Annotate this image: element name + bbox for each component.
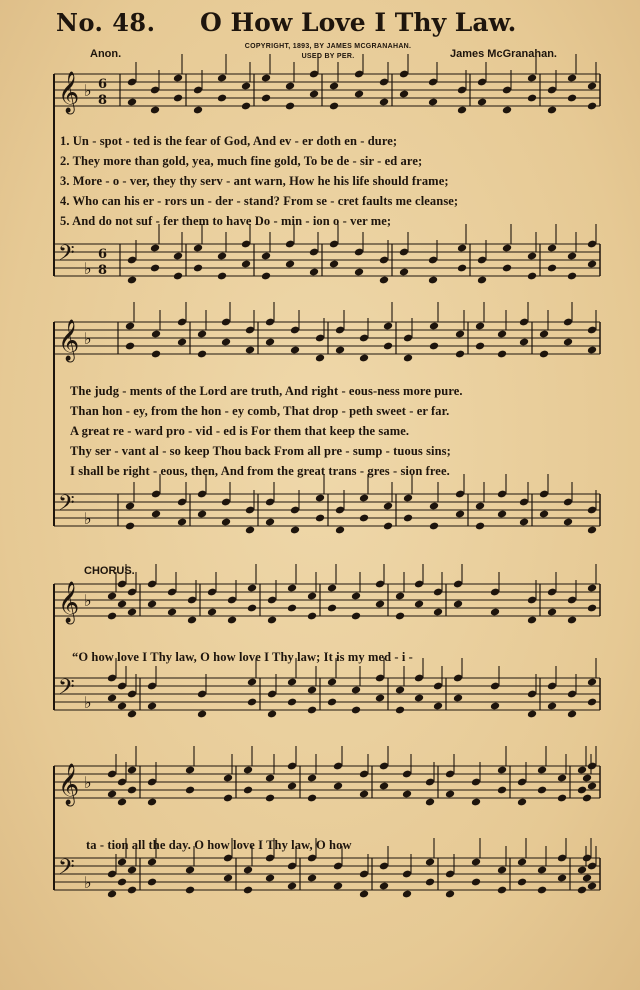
note-head bbox=[217, 94, 227, 103]
note-head bbox=[107, 694, 117, 703]
note-head bbox=[173, 94, 183, 103]
hymn-title: O How Love I Thy Law. bbox=[200, 8, 517, 37]
note-head bbox=[117, 702, 127, 711]
treble-clef: 𝄞 bbox=[58, 582, 80, 623]
note-head bbox=[147, 798, 157, 807]
note-head bbox=[197, 330, 207, 339]
time-signature-bottom: 8 bbox=[98, 93, 108, 108]
note-head bbox=[287, 782, 297, 791]
note-head bbox=[267, 710, 277, 719]
note-head bbox=[547, 608, 557, 617]
verse-3-line-a: 3. More - o - ver, they thy serv - ant warn, How he his life should frame; bbox=[60, 174, 449, 188]
note-head bbox=[241, 260, 251, 269]
note-head bbox=[217, 272, 227, 281]
note-head bbox=[517, 878, 527, 887]
note-head bbox=[307, 686, 317, 695]
note-head bbox=[265, 794, 275, 803]
key-signature-flat: ♭ bbox=[84, 591, 92, 610]
note-head bbox=[445, 790, 455, 799]
note-head bbox=[395, 592, 405, 601]
note-head bbox=[577, 866, 587, 875]
note-head bbox=[327, 584, 337, 593]
note-head bbox=[127, 98, 137, 107]
note-head bbox=[395, 706, 405, 715]
key-signature-flat: ♭ bbox=[84, 693, 92, 712]
note-head bbox=[403, 354, 413, 363]
note-head bbox=[245, 526, 255, 535]
note-head bbox=[539, 510, 549, 519]
note-head bbox=[383, 522, 393, 531]
note-head bbox=[557, 874, 567, 883]
note-head bbox=[490, 608, 500, 617]
note-head bbox=[497, 766, 507, 775]
note-head bbox=[265, 338, 275, 347]
note-head bbox=[307, 592, 317, 601]
bass-clef: 𝄢 bbox=[58, 241, 75, 271]
note-head bbox=[457, 264, 467, 273]
note-head bbox=[475, 342, 485, 351]
note-head bbox=[359, 890, 369, 899]
note-head bbox=[497, 510, 507, 519]
note-head bbox=[587, 526, 597, 535]
note-head bbox=[309, 90, 319, 99]
note-head bbox=[177, 338, 187, 347]
note-head bbox=[125, 322, 135, 331]
note-head bbox=[567, 616, 577, 625]
note-head bbox=[223, 874, 233, 883]
note-head bbox=[519, 338, 529, 347]
note-head bbox=[457, 244, 467, 253]
note-head bbox=[173, 74, 183, 83]
note-head bbox=[587, 678, 597, 687]
note-head bbox=[577, 786, 587, 795]
note-head bbox=[582, 794, 592, 803]
note-head bbox=[433, 608, 443, 617]
note-head bbox=[127, 608, 137, 617]
note-head bbox=[453, 600, 463, 609]
note-head bbox=[399, 90, 409, 99]
note-head bbox=[425, 858, 435, 867]
note-head bbox=[379, 98, 389, 107]
note-head bbox=[429, 522, 439, 531]
verse-5-line-a: 5. And do not suf - fer them to have Do - min - ion o - ver me; bbox=[60, 214, 392, 228]
note-head bbox=[193, 244, 203, 253]
treble-clef: 𝄞 bbox=[58, 764, 80, 805]
note-head bbox=[414, 600, 424, 609]
note-head bbox=[243, 766, 253, 775]
note-head bbox=[315, 494, 325, 503]
note-head bbox=[329, 82, 339, 91]
note-head bbox=[383, 322, 393, 331]
note-head bbox=[383, 342, 393, 351]
note-head bbox=[577, 766, 587, 775]
note-head bbox=[414, 694, 424, 703]
note-head bbox=[527, 252, 537, 261]
note-head bbox=[241, 102, 251, 111]
verse-4-line-a: 4. Who can his er - rors un - der - stand? From se - cret faults me cleanse; bbox=[60, 194, 459, 208]
note-head bbox=[497, 886, 507, 895]
note-head bbox=[497, 786, 507, 795]
note-head bbox=[127, 886, 137, 895]
note-head bbox=[429, 502, 439, 511]
note-head bbox=[587, 82, 597, 91]
note-head bbox=[267, 616, 277, 625]
note-head bbox=[185, 786, 195, 795]
note-head bbox=[193, 106, 203, 115]
note-head bbox=[185, 766, 195, 775]
note-head bbox=[379, 276, 389, 285]
note-head bbox=[517, 798, 527, 807]
verse-1-line-a: 1. Un - spot - ted is the fear of God, And ev - er doth en - dure; bbox=[60, 134, 398, 148]
verse-3-line-b: A great re - ward pro - vid - ed is For them that keep the same. bbox=[70, 424, 410, 438]
note-head bbox=[125, 502, 135, 511]
note-head bbox=[425, 798, 435, 807]
note-head bbox=[517, 858, 527, 867]
note-head bbox=[197, 350, 207, 359]
note-head bbox=[117, 878, 127, 887]
note-head bbox=[563, 338, 573, 347]
note-head bbox=[107, 592, 117, 601]
note-head bbox=[221, 518, 231, 527]
note-head bbox=[383, 502, 393, 511]
note-head bbox=[290, 346, 300, 355]
note-head bbox=[587, 782, 597, 791]
note-head bbox=[428, 98, 438, 107]
note-head bbox=[539, 330, 549, 339]
note-head bbox=[490, 702, 500, 711]
note-head bbox=[327, 698, 337, 707]
note-head bbox=[395, 686, 405, 695]
note-head bbox=[399, 268, 409, 277]
note-head bbox=[107, 890, 117, 899]
note-head bbox=[227, 616, 237, 625]
words-credit: Anon. bbox=[90, 48, 122, 60]
bass-clef: 𝄢 bbox=[58, 491, 75, 521]
note-head bbox=[453, 694, 463, 703]
chorus-lyric-line-2: ta - tion all the day. O how love I Thy law, O how bbox=[86, 838, 352, 852]
note-head bbox=[497, 350, 507, 359]
note-head bbox=[185, 886, 195, 895]
note-head bbox=[177, 518, 187, 527]
note-head bbox=[547, 702, 557, 711]
note-head bbox=[582, 874, 592, 883]
note-head bbox=[329, 102, 339, 111]
note-head bbox=[567, 94, 577, 103]
note-head bbox=[557, 794, 567, 803]
note-head bbox=[151, 510, 161, 519]
note-head bbox=[502, 264, 512, 273]
note-head bbox=[221, 338, 231, 347]
note-head bbox=[547, 106, 557, 115]
key-signature-flat: ♭ bbox=[84, 259, 92, 278]
note-head bbox=[307, 874, 317, 883]
note-head bbox=[127, 866, 137, 875]
note-head bbox=[223, 774, 233, 783]
note-head bbox=[309, 268, 319, 277]
note-head bbox=[247, 584, 257, 593]
note-head bbox=[147, 878, 157, 887]
note-head bbox=[107, 790, 117, 799]
verse-2-line-a: 2. They more than gold, yea, much fine gold, To be de - sir - ed are; bbox=[60, 154, 423, 168]
note-head bbox=[287, 678, 297, 687]
note-head bbox=[563, 518, 573, 527]
note-head bbox=[307, 706, 317, 715]
note-head bbox=[351, 592, 361, 601]
note-head bbox=[502, 244, 512, 253]
note-head bbox=[455, 350, 465, 359]
note-head bbox=[502, 106, 512, 115]
note-head bbox=[147, 600, 157, 609]
note-head bbox=[261, 74, 271, 83]
verse-5-line-b: I shall be right - eous, then, And from the great trans - gres - sion free. bbox=[70, 464, 450, 478]
note-head bbox=[577, 886, 587, 895]
note-head bbox=[117, 798, 127, 807]
note-head bbox=[455, 330, 465, 339]
note-head bbox=[265, 518, 275, 527]
note-head bbox=[567, 252, 577, 261]
music-credit: James McGranahan. bbox=[450, 48, 557, 60]
note-head bbox=[527, 94, 537, 103]
note-head bbox=[567, 710, 577, 719]
note-head bbox=[527, 74, 537, 83]
note-head bbox=[379, 882, 389, 891]
note-head bbox=[315, 514, 325, 523]
note-head bbox=[127, 766, 137, 775]
note-head bbox=[582, 774, 592, 783]
note-head bbox=[379, 782, 389, 791]
note-head bbox=[287, 604, 297, 613]
note-head bbox=[197, 710, 207, 719]
note-head bbox=[127, 276, 137, 285]
note-head bbox=[471, 878, 481, 887]
key-signature-flat: ♭ bbox=[84, 329, 92, 348]
note-head bbox=[285, 82, 295, 91]
note-head bbox=[117, 858, 127, 867]
note-head bbox=[587, 102, 597, 111]
note-head bbox=[243, 786, 253, 795]
note-head bbox=[351, 612, 361, 621]
note-head bbox=[307, 774, 317, 783]
key-signature-flat: ♭ bbox=[84, 81, 92, 100]
note-head bbox=[403, 494, 413, 503]
note-head bbox=[335, 526, 345, 535]
note-head bbox=[197, 510, 207, 519]
note-head bbox=[497, 330, 507, 339]
note-head bbox=[285, 102, 295, 111]
note-head bbox=[455, 510, 465, 519]
note-head bbox=[125, 342, 135, 351]
note-head bbox=[557, 774, 567, 783]
note-head bbox=[329, 260, 339, 269]
verse-2-line-b: Than hon - ey, from the hon - ey comb, That drop - peth sweet - er far. bbox=[70, 404, 450, 418]
note-head bbox=[354, 90, 364, 99]
note-head bbox=[457, 106, 467, 115]
note-head bbox=[402, 790, 412, 799]
note-head bbox=[567, 74, 577, 83]
time-signature-bottom: 8 bbox=[98, 263, 108, 278]
note-head bbox=[107, 612, 117, 621]
note-head bbox=[587, 698, 597, 707]
note-head bbox=[403, 514, 413, 523]
note-head bbox=[217, 252, 227, 261]
note-head bbox=[375, 694, 385, 703]
note-head bbox=[223, 794, 233, 803]
copyright-line: COPYRIGHT, 1893, BY JAMES MCGRANAHAN. bbox=[244, 43, 412, 50]
note-head bbox=[151, 330, 161, 339]
note-head bbox=[587, 260, 597, 269]
note-head bbox=[402, 890, 412, 899]
note-head bbox=[527, 272, 537, 281]
note-head bbox=[247, 698, 257, 707]
note-head bbox=[150, 244, 160, 253]
key-signature-flat: ♭ bbox=[84, 873, 92, 892]
note-head bbox=[475, 322, 485, 331]
note-head bbox=[193, 264, 203, 273]
note-head bbox=[287, 882, 297, 891]
verse-1-line-b: The judg - ments of the Lord are truth, And right - eous-ness more pure. bbox=[70, 384, 463, 398]
note-head bbox=[261, 252, 271, 261]
note-head bbox=[547, 264, 557, 273]
note-head bbox=[537, 886, 547, 895]
hymn-number: No. 48. bbox=[56, 8, 156, 37]
note-head bbox=[333, 882, 343, 891]
note-head bbox=[587, 584, 597, 593]
note-head bbox=[527, 710, 537, 719]
note-head bbox=[359, 514, 369, 523]
note-head bbox=[245, 346, 255, 355]
note-head bbox=[151, 350, 161, 359]
note-head bbox=[477, 276, 487, 285]
note-head bbox=[477, 98, 487, 107]
note-head bbox=[243, 866, 253, 875]
time-signature-top: 6 bbox=[98, 247, 108, 262]
note-head bbox=[471, 858, 481, 867]
note-head bbox=[285, 260, 295, 269]
note-head bbox=[537, 786, 547, 795]
note-head bbox=[265, 774, 275, 783]
treble-clef: 𝄞 bbox=[58, 72, 80, 113]
note-head bbox=[351, 686, 361, 695]
note-head bbox=[547, 244, 557, 253]
note-head bbox=[247, 604, 257, 613]
note-head bbox=[185, 866, 195, 875]
note-head bbox=[241, 82, 251, 91]
chorus-label: CHORUS. bbox=[84, 565, 135, 577]
note-head bbox=[217, 74, 227, 83]
note-head bbox=[429, 322, 439, 331]
note-head bbox=[497, 866, 507, 875]
note-head bbox=[395, 612, 405, 621]
note-head bbox=[354, 268, 364, 277]
note-head bbox=[261, 272, 271, 281]
note-head bbox=[187, 616, 197, 625]
verse-4-line-b: Thy ser - vant al - so keep Thou back From all pre - sump - tuous sins; bbox=[70, 444, 451, 458]
note-head bbox=[359, 354, 369, 363]
note-head bbox=[290, 526, 300, 535]
key-signature-flat: ♭ bbox=[84, 509, 92, 528]
note-head bbox=[127, 786, 137, 795]
note-head bbox=[475, 522, 485, 531]
note-head bbox=[307, 794, 317, 803]
note-head bbox=[428, 276, 438, 285]
note-head bbox=[287, 698, 297, 707]
note-head bbox=[587, 882, 597, 891]
note-head bbox=[351, 706, 361, 715]
note-head bbox=[519, 518, 529, 527]
note-head bbox=[265, 874, 275, 883]
note-head bbox=[359, 790, 369, 799]
note-head bbox=[307, 612, 317, 621]
note-head bbox=[173, 272, 183, 281]
note-head bbox=[125, 522, 135, 531]
note-head bbox=[587, 346, 597, 355]
note-head bbox=[537, 766, 547, 775]
note-head bbox=[475, 502, 485, 511]
note-head bbox=[327, 678, 337, 687]
note-head bbox=[425, 878, 435, 887]
chorus-lyric-line-1: “O how love I Thy law, O how love I Thy law; It is my med - i - bbox=[72, 650, 413, 664]
key-signature-flat: ♭ bbox=[84, 773, 92, 792]
note-head bbox=[147, 702, 157, 711]
note-head bbox=[335, 346, 345, 355]
bass-clef: 𝄢 bbox=[58, 675, 75, 705]
note-head bbox=[375, 600, 385, 609]
note-head bbox=[243, 886, 253, 895]
note-head bbox=[471, 798, 481, 807]
note-head bbox=[429, 342, 439, 351]
note-head bbox=[333, 782, 343, 791]
note-head bbox=[359, 494, 369, 503]
note-head bbox=[315, 354, 325, 363]
note-head bbox=[433, 702, 443, 711]
note-head bbox=[527, 616, 537, 625]
note-head bbox=[247, 678, 257, 687]
bass-clef: 𝄢 bbox=[58, 855, 75, 885]
time-signature-top: 6 bbox=[98, 77, 108, 92]
note-head bbox=[261, 94, 271, 103]
note-head bbox=[150, 264, 160, 273]
note-head bbox=[327, 604, 337, 613]
note-head bbox=[207, 608, 217, 617]
note-head bbox=[287, 584, 297, 593]
permission-line: USED BY PER. bbox=[301, 53, 355, 60]
note-head bbox=[147, 858, 157, 867]
note-head bbox=[537, 866, 547, 875]
note-head bbox=[587, 604, 597, 613]
note-head bbox=[167, 608, 177, 617]
note-head bbox=[173, 252, 183, 261]
note-head bbox=[127, 710, 137, 719]
note-head bbox=[539, 350, 549, 359]
note-head bbox=[445, 890, 455, 899]
note-head bbox=[567, 272, 577, 281]
note-head bbox=[150, 106, 160, 115]
treble-clef: 𝄞 bbox=[58, 320, 80, 361]
note-head bbox=[117, 600, 127, 609]
